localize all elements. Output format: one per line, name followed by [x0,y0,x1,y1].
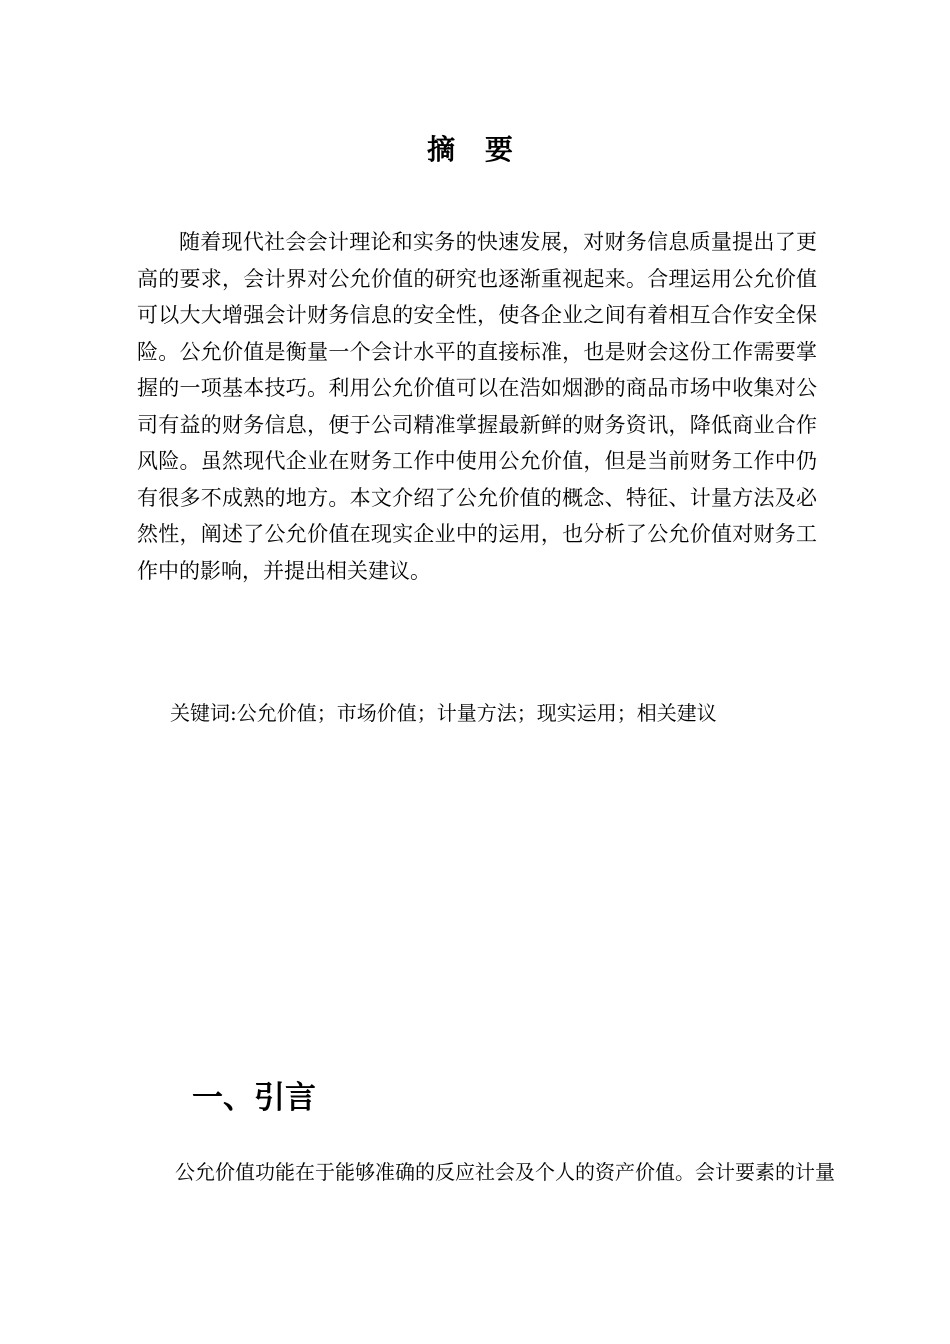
keywords-label: 关键词 [170,701,230,725]
abstract-body: 随着现代社会会计理论和实务的快速发展，对财务信息质量提出了更高的要求，会计界对公允价值的研究也逐渐重视起来。合理运用公允价值可以大大增强会计财务信息的安全性，使各企业之间有着相互合作安全保险。公允价值是衡量一个会计水平的直接标准，也是财会这份工作需要掌握的一项基本技巧。利用公允价值可以在浩如烟渺的商品市场中收集对公司有益的财务信息，便于公司精准掌握最新鲜的财务资讯，降低商业合作风险。虽然现代企业在财务工作中使用公允价值，但是当前财务工作中仍有很多不成熟的地方。本文介绍了公允价值的概念、特征、计量方法及必然性，阐述了公允价值在现实企业中的运用，也分析了公允价值对财务工作中的影响，并提出相关建议。 [137,230,817,583]
abstract-title: 摘 要 [427,133,523,166]
section-heading-introduction: 一、引言 [192,1080,316,1116]
section-body-introduction: 公允价值功能在于能够准确的反应社会及个人的资产价值。会计要素的计量 [175,1160,835,1184]
keywords-separator: : [230,701,237,725]
keywords-line [170,697,830,729]
keywords-text: 公允价值；市场价值；计量方法；现实运用；相关建议 [236,701,717,725]
